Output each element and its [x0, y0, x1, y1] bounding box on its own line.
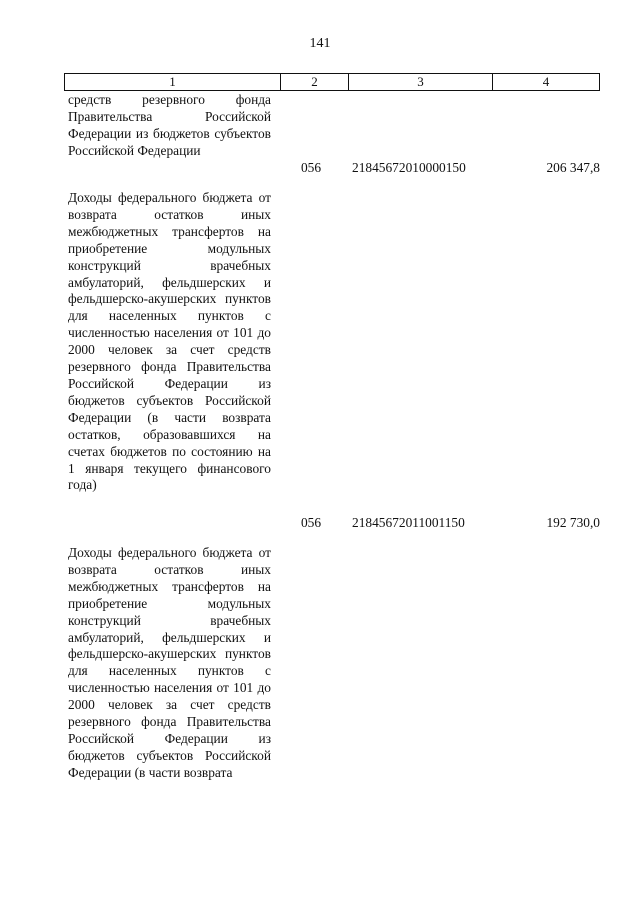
row-2-description: Доходы федерального бюджета от возврата остатков иных межбюджетных трансфертов на приобретение модульных конструкций врачебных амбулаторий, фельдшерских и фельдшерско-акушерских пунктов для населенных пунктов с численностью населения от 101 до 2000 человек за счет средств резервного фонда Правительства Российской Федерации из бюджетов субъектов Российской Федерации (в части возврата остатков, образовавшихся на счетах бюджетов по состоянию на 1 января текущего финансового года) — [68, 190, 271, 493]
row-3-description: Доходы федерального бюджета от возврата остатков иных межбюджетных трансфертов на приобретение модульных конструкций врачебных амбулаторий, фельдшерских и фельдшерско-акушерских пунктов для населенных пунктов с численностью населения от 101 до 2000 человек за счет средств резервного фонда Правительства Российской Федерации из бюджетов субъектов Российской Федерации (в части возврата — [68, 545, 271, 780]
row-1-kbk-code: 21845672010000150 — [352, 160, 466, 175]
row-1-description: средств резервного фонда Правительства Российской Федерации из бюджетов субъектов Российской Федерации — [68, 92, 271, 158]
row-1-amount: 206 347,8 — [546, 160, 600, 175]
row-2-kbk-code: 21845672011001150 — [352, 515, 465, 530]
header-cell-1: 1 — [65, 74, 281, 90]
row-2-admin-code: 056 — [300, 515, 322, 530]
row-2-amount: 192 730,0 — [546, 515, 600, 530]
header-cell-4: 4 — [542, 74, 550, 89]
page-number: 141 — [309, 36, 331, 51]
table-header-row — [64, 73, 600, 91]
header-cell-2: 2 — [281, 74, 349, 90]
row-1-admin-code: 056 — [300, 160, 322, 175]
header-cell-3: 3 — [349, 74, 493, 90]
